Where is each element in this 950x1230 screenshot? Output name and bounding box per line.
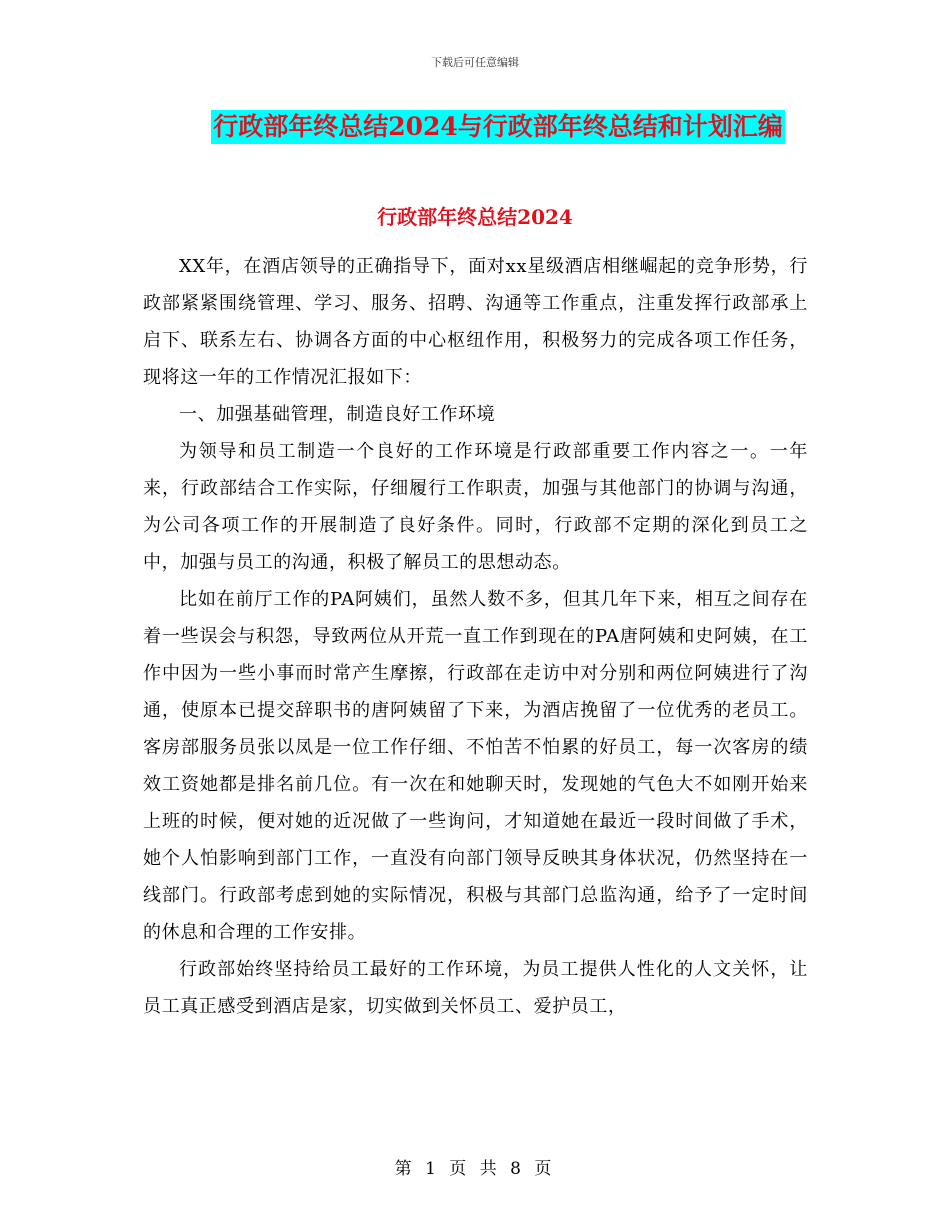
paragraph-example: 比如在前厅工作的PA阿姨们，虽然人数不多，但其几年下来，相互之间存在着一些误会与积怨，导致两位从开荒一直工作到现在的PA唐阿姨和史阿姨，在工作中因为一些小事而时常产生摩擦，行政部在走访中对分别和两位阿姨进行了沟通，使原本已提交辞职书的唐阿姨留了下来，为酒店挽留了一位优秀的老员工。客房部服务员张以凤是一位工作仔细、不怕苦不怕累的好员工，每一次客房的绩效工资她都是排名前几位。有一次在和她聊天时，发现她的气色大不如刚开始来上班的时候，便对她的近况做了一些询问，才知道她在最近一段时间做了手术，她个人怕影响到部门工作，一直没有向部门领导反映其身体状况，仍然坚持在一线部门。行政部考虑到她的实际情况，积极与其部门总监沟通，给予了一定时间的休息和合理的工作安排。 (143, 589, 808, 943)
paragraph-heading-1: 一、加强基础管理，制造良好工作环境 (179, 404, 496, 425)
document-title-container (0, 110, 950, 144)
document-body (143, 248, 808, 1025)
paragraph-intro: XX年，在酒店领导的正确指导下，面对xx星级酒店相继崛起的竞争形势，行政部紧紧围绕管理、学习、服务、招聘、沟通等工作重点，注重发挥行政部承上启下、联系左右、协调各方面的中心枢纽作用，积极努力的完成各项工作任务，现将这一年的工作情况汇报如下： (143, 256, 808, 388)
paragraph-work-environment: 为领导和员工制造一个良好的工作环境是行政部重要工作内容之一。一年来，行政部结合工作实际，仔细履行工作职责，加强与其他部门的协调与沟通，为公司各项工作的开展制造了良好条件。同时，行政部不定期的深化到员工之中，加强与员工的沟通，积极了解员工的思想动态。 (143, 441, 808, 573)
document-title: 行政部年终总结2024与行政部年终总结和计划汇编 (211, 110, 785, 144)
paragraph-care: 行政部始终坚持给员工最好的工作环境，为员工提供人性化的人文关怀，让员工真正感受到酒店是家，切实做到关怀员工、爱护员工， (143, 959, 808, 1017)
page-header-note: 下载后可任意编辑 (431, 56, 519, 69)
page-footer: 第 1 页 共 8 页 (394, 1159, 556, 1179)
section-title: 行政部年终总结2024 (377, 205, 573, 229)
